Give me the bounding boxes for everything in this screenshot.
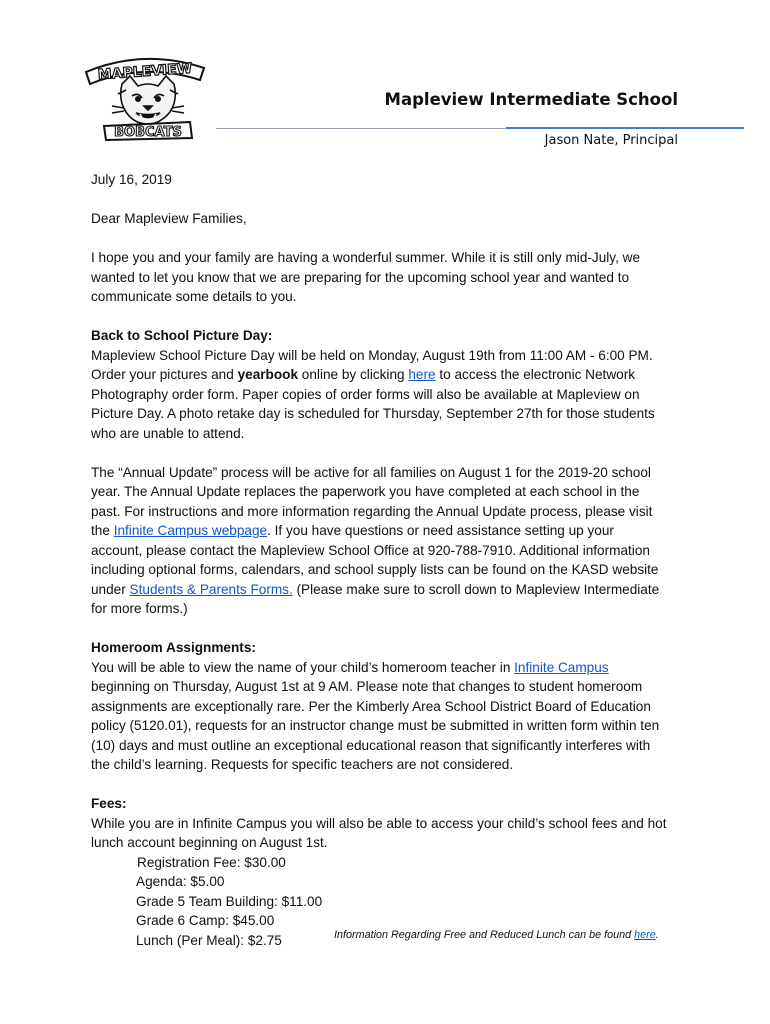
annual-update-line <box>91 580 691 600</box>
free-reduced-lunch-note <box>334 929 659 941</box>
intro-line: wanted to let you know that we are preparing for the upcoming school year and wanted to <box>91 269 630 285</box>
annual-update-line: past. For instructions and more information regarding the Annual Update process, please visit <box>91 503 653 519</box>
text-segment: You will be able to view the name of your child’s homeroom teacher in <box>91 659 515 675</box>
letter-body <box>91 170 691 950</box>
free-reduced-lunch-link[interactable]: here <box>634 929 656 941</box>
homeroom-section <box>91 638 691 775</box>
intro-line: I hope you and your family are having a wonderful summer. While it is still only mid-July, we <box>91 250 641 265</box>
homeroom-heading: Homeroom Assignments: <box>91 640 256 655</box>
yearbook-text: yearbook <box>237 367 299 382</box>
text-segment: (Please make sure to scroll down to Mapleview Intermediate <box>292 581 660 597</box>
students-parents-forms-link[interactable]: Students & Parents Forms. <box>129 581 293 597</box>
intro-line: communicate some details to you. <box>91 289 297 304</box>
text-segment: . <box>655 929 659 941</box>
picture-day-line <box>91 365 691 385</box>
picture-day-section <box>91 326 691 443</box>
homeroom-line: policy (5120.01), requests for an instructor change must be submitted in written form within ten <box>91 718 660 733</box>
annual-update-line: account, please contact the Mapleview School Office at 920-788-7910. Additional information <box>91 542 650 558</box>
picture-day-heading: Back to School Picture Day: <box>91 328 273 343</box>
annual-update-section <box>91 463 691 619</box>
text-segment: the <box>91 523 114 538</box>
fees-line: lunch account beginning on August 1st. <box>91 835 328 850</box>
picture-day-line: Picture Day. A photo retake day is scheduled for Thursday, September 27th for those students <box>91 406 655 421</box>
fee-item: Grade 5 Team Building: $11.00 <box>136 893 323 909</box>
annual-update-line: year. The Annual Update replaces the paperwork you have completed at each school in the <box>91 484 640 499</box>
annual-update-line: including optional forms, calendars, and school supply lists can be found on the KASD website <box>91 562 659 577</box>
text-segment: online by clicking <box>298 367 409 382</box>
homeroom-line: assignments are exceptionally rare. Per the Kimberly Area School District Board of Education <box>91 698 651 714</box>
school-logo <box>82 50 212 142</box>
homeroom-line <box>91 658 691 678</box>
fees-section <box>91 794 691 853</box>
principal-name: Jason Nate, Principal <box>544 133 678 148</box>
school-name: Mapleview Intermediate School <box>384 90 678 109</box>
text-segment: to access the electronic Network <box>435 367 636 382</box>
infinite-campus-webpage-link[interactable]: Infinite Campus webpage <box>113 523 268 538</box>
intro-paragraph <box>91 248 691 307</box>
picture-day-line: who are unable to attend. <box>91 425 245 441</box>
fee-item: Grade 6 Camp: $45.00 <box>136 913 275 928</box>
fee-item: Lunch (Per Meal): $2.75 <box>136 932 282 948</box>
letter-date: July 16, 2019 <box>91 172 172 187</box>
fee-item: Registration Fee: $30.00 <box>137 854 286 870</box>
text-segment: Information Regarding Free and Reduced Lunch can be found <box>334 929 635 941</box>
infinite-campus-link[interactable]: Infinite Campus <box>514 659 609 675</box>
picture-day-line: Mapleview School Picture Day will be held on Monday, August 19th from 11:00 AM - 6:00 PM. <box>91 347 653 363</box>
annual-update-line: for more forms.) <box>91 601 188 616</box>
picture-day-line: Photography order form. Paper copies of order forms will also be available at Mapleview on <box>91 386 640 402</box>
picture-order-link[interactable]: here <box>408 367 436 382</box>
fees-heading: Fees: <box>91 796 127 811</box>
fee-item: Agenda: $5.00 <box>136 874 225 889</box>
fees-line: While you are in Infinite Campus you will also be able to access your child’s school fees and hot <box>91 815 667 831</box>
text-segment: under <box>91 581 130 597</box>
text-segment: Order your pictures and <box>91 367 238 382</box>
annual-update-line: The “Annual Update” process will be active for all families on August 1 for the 2019-20 school <box>91 464 651 480</box>
homeroom-line: (10) days and must outline an exceptional educational reason that significantly interferes with <box>91 737 651 753</box>
logo-bottom-text: BOBCATS <box>114 125 182 140</box>
annual-update-line <box>91 521 691 541</box>
homeroom-line: beginning on Thursday, August 1st at 9 AM. Please note that changes to student homeroom <box>91 679 643 694</box>
letter-salutation: Dear Mapleview Families, <box>91 211 247 226</box>
header-divider-accent <box>506 127 744 129</box>
logo-top-text: MAPLEVIEW <box>97 60 193 84</box>
text-segment: . If you have questions or need assistance setting up your <box>267 523 614 538</box>
homeroom-line: the child’s learning. Requests for specific teachers are not considered. <box>91 757 514 772</box>
